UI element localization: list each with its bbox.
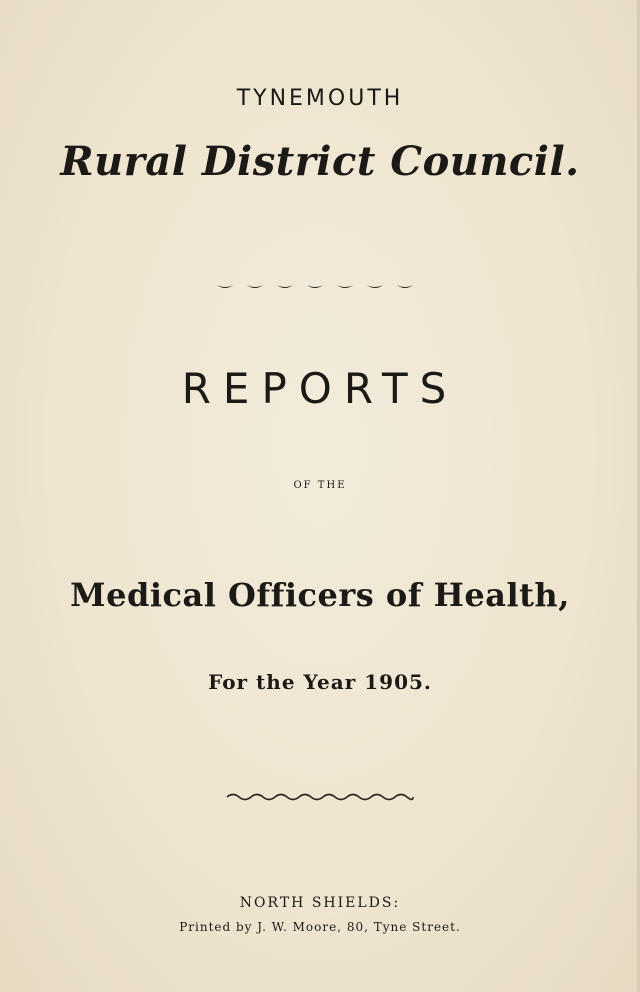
report-subject: Medical Officers of Health, xyxy=(70,576,570,614)
authority-name: TYNEMOUTH xyxy=(236,86,404,111)
connector-text: OF THE xyxy=(293,480,347,491)
council-name: Rural District Council. xyxy=(60,138,580,185)
ornamental-rule-icon xyxy=(215,282,425,292)
report-period: For the Year 1905. xyxy=(208,670,432,694)
wavy-rule-icon xyxy=(225,790,415,804)
printer-imprint: Printed by J. W. Moore, 80, Tyne Street. xyxy=(179,920,461,934)
printing-place: NORTH SHIELDS: xyxy=(239,895,401,911)
document-title: REPORTS xyxy=(181,364,459,413)
